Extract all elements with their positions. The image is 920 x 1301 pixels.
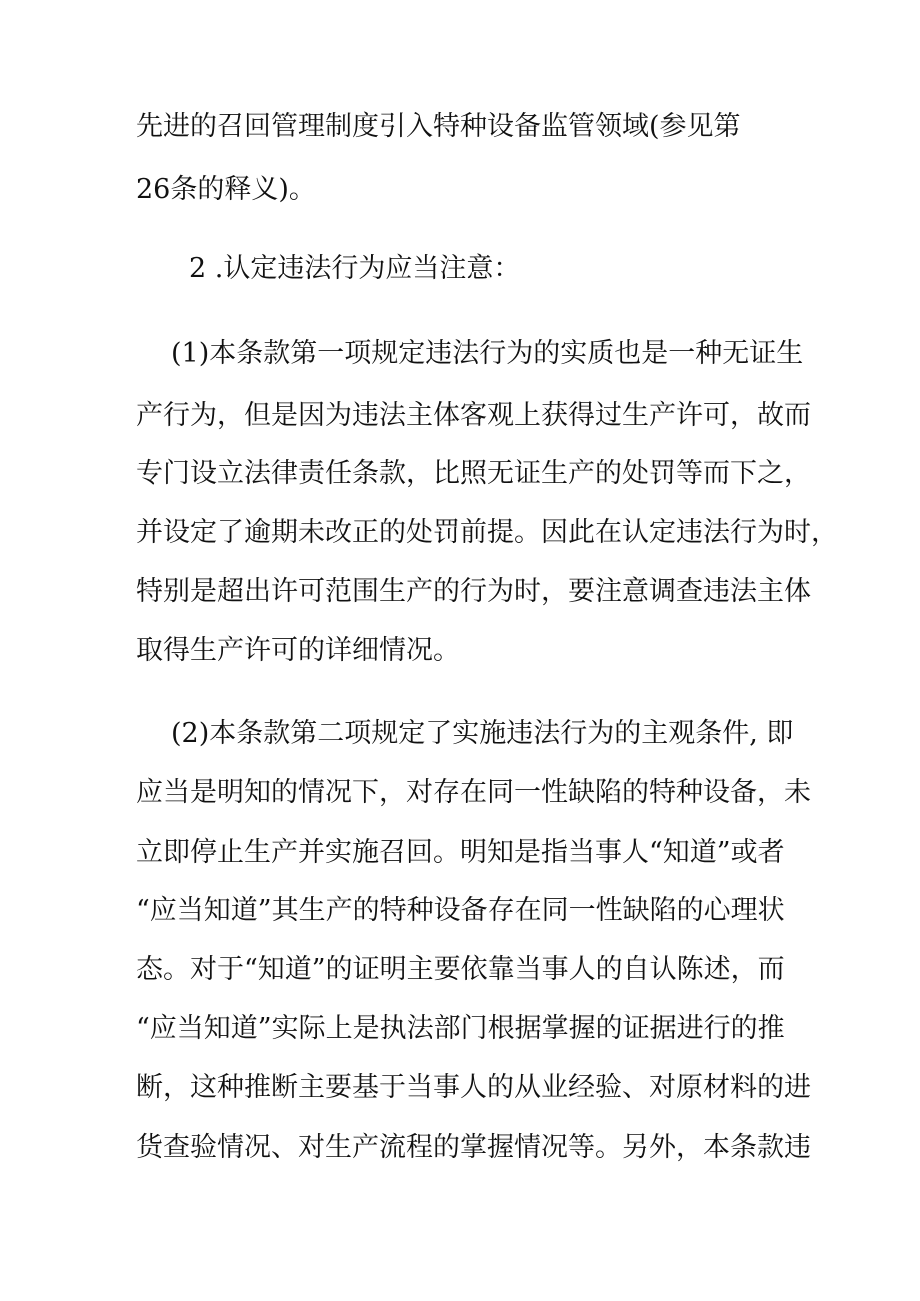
paragraph-line: “应当知道”实际上是执法部门根据掌握的证据进行的推 <box>136 1013 785 1044</box>
text-line: 先进的召回管理制度引入特种设备监管领域(参见第 <box>136 111 741 142</box>
paragraph-line: 并设定了逾期未改正的处罚前提。因此在认定违法行为时， <box>136 517 838 548</box>
paragraph-line: 态。对于“知道”的证明主要依靠当事人的自认陈述，而 <box>136 954 785 985</box>
section-heading: 2 .认定违法行为应当注意： <box>189 253 521 284</box>
paragraph-line: (2)本条款第二项规定了实施违法行为的主观条件, 即 <box>171 718 794 749</box>
paragraph-line: (1)本条款第一项规定违法行为的实质也是一种无证生 <box>171 338 804 369</box>
paragraph-line: 专门设立法律责任条款，比照无证生产的处罚等而下之， <box>136 458 811 489</box>
paragraph-line: “应当知道”其生产的特种设备存在同一性缺陷的心理状 <box>136 895 785 926</box>
paragraph-line: 应当是明知的情况下，对存在同一性缺陷的特种设备，未 <box>136 777 811 808</box>
paragraph-line: 立即停止生产并实施召回。明知是指当事人“知道”或者 <box>136 837 785 868</box>
paragraph-line: 货查验情况、对生产流程的掌握情况等。另外，本条款违 <box>136 1132 811 1163</box>
paragraph-line: 特别是超出许可范围生产的行为时，要注意调查违法主体 <box>136 576 811 607</box>
paragraph-line: 断，这种推断主要基于当事人的从业经验、对原材料的进 <box>136 1072 811 1103</box>
paragraph-line: 取得生产许可的详细情况。 <box>136 635 460 666</box>
text-line: 26条的释义)。 <box>136 174 316 205</box>
paragraph-line: 产行为，但是因为违法主体客观上获得过生产许可，故而 <box>136 400 811 431</box>
